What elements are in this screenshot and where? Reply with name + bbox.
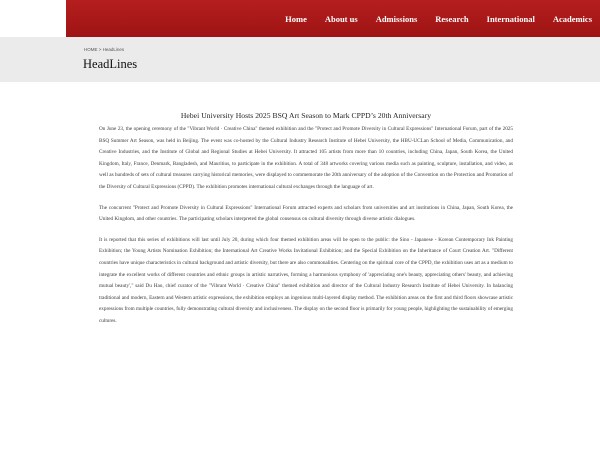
main-nav [267,0,592,37]
breadcrumb [84,47,124,52]
nav-international[interactable]: International [486,13,535,24]
breadcrumb-home[interactable]: HOME [84,47,98,52]
breadcrumb-separator: > [98,47,103,52]
nav-home[interactable]: Home [285,13,307,24]
article [99,111,513,337]
article-paragraph-2: The concurrent "Protect and Promote Diversity in Cultural Expressions" International Forum attracted experts and scholars from universities and art institutions in China, Japan, South Korea, the United Kingdom, and other countries. The participating scholars interpreted the global consensus on cultural diversity through diverse artistic dialogues. [99,204,513,223]
nav-admissions[interactable]: Admissions [375,13,418,24]
page-banner [0,37,600,82]
article-paragraph-3: It is reported that this series of exhibitions will last until July 20, during which four themed exhibition areas will be open to the public: the Sino - Japanese - Korean Contemporary Ink Painting Exhibition; the Young Artists Nomination Exhibition; the International Art Creative Works Invitational Exhibition; and the Special Exhibition on the Inheritance of Court Creation Art. "Different countries have unique characteristics in cultural background and artistic diversity, but there are also commonalities. Centering on the spiritual core of the CPPD, the exhibition uses art as a medium to integrate the excellent works of different countries and ethnic groups in artistic narratives, forming a harmonious symphony of 'appreciating one's beauty, appreciating others' beauty, and achieving mutual beauty'," said Du Hao, chief curator of the "Vibrant World · Creative China" themed exhibition and director of the Cultural Industry Research Institute of Hebei University. In balancing traditional and modern, Eastern and Western artistic expressions, the exhibition employs an ingenious multi-layered display method. The exhibition areas on the first and third floors showcase artistic expressions from multiple countries, fully demonstrating cultural diversity and inclusiveness. The display on the second floor is primarily for young people, highlighting the sustainability of emerging cultures. [99,236,513,324]
article-headline: Hebei University Hosts 2025 BSQ Art Season to Mark CPPD’s 20th Anniversary [180,111,432,120]
page-title: HeadLines [83,57,138,71]
nav-research[interactable]: Research [435,13,469,24]
top-header [0,0,600,37]
breadcrumb-current: HeadLines [102,47,125,52]
nav-about-us[interactable]: About us [324,13,358,24]
nav-academics[interactable]: Academics [552,13,592,24]
article-paragraph-1: On June 23, the opening ceremony of the "Vibrant World · Creative China" themed exhibition and the "Protect and Promote Diversity in Cultural Expressions" International Forum, part of the 2025 BSQ Summer Art Season, was held in Beijing. The event was co-hosted by the Cultural Industry Research Institute of Hebei University, the HBU-UCLan School of Media, Communication, and Creative Industries, and the Institute of Global and Regional Studies at Hebei University. It attracted 105 artists from more than 10 countries, including China, Japan, South Korea, the United Kingdom, Italy, France, Denmark, Bangladesh, and Mauritius, to participate in the exhibition. A total of 348 artworks covering various media such as painting, sculpture, installation, and video, as well as hundreds of sets of cultural treasures carrying historical memories, were displayed to commemorate the 20th anniversary of the adoption of the Convention on the Protection and Promotion of the Diversity of Cultural Expressions (CPPD). The exhibition promotes international cultural exchanges through the language of art. [99,126,513,190]
